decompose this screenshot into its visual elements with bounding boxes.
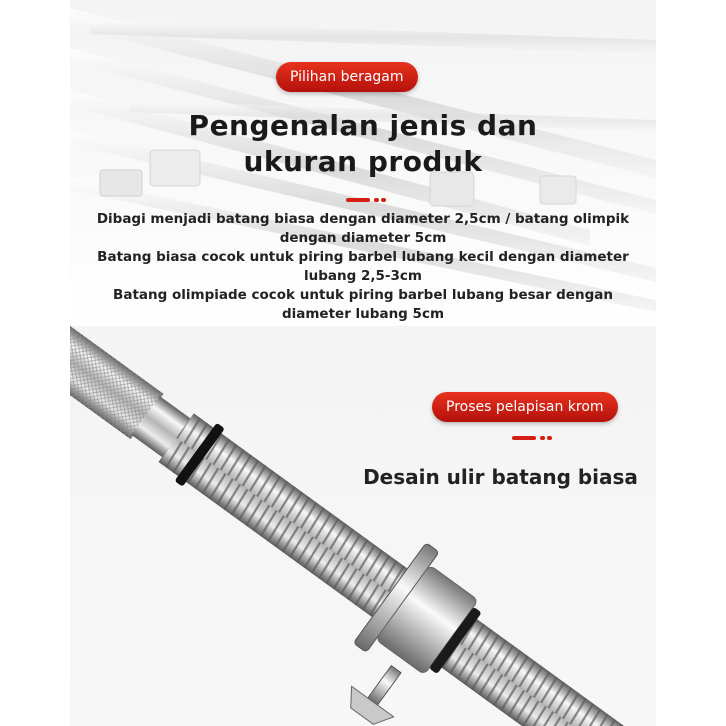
description-line-6: diameter lubang 5cm bbox=[281, 306, 445, 322]
page-title-line-1: Pengenalan jenis dan bbox=[188, 109, 538, 142]
description-line-5: Batang olimpiade cocok untuk piring barbel lubang besar dengan bbox=[113, 287, 613, 303]
chrome-plating-badge: Proses pelapisan krom bbox=[432, 392, 618, 422]
red-dash-divider-icon bbox=[346, 198, 386, 202]
page-title-line-2: ukuran produk bbox=[243, 145, 483, 178]
red-dash-divider-icon-2 bbox=[512, 436, 552, 440]
description-line-3: Batang biasa cocok untuk piring barbel lubang kecil dengan diameter bbox=[97, 249, 629, 265]
threaded-bar-panel bbox=[70, 326, 656, 726]
description-line-1: Dibagi menjadi batang biasa dengan diameter 2,5cm / batang olimpik bbox=[96, 211, 630, 227]
description-line-4: lubang 2,5-3cm bbox=[304, 268, 422, 284]
variety-badge: Pilihan beragam bbox=[276, 62, 418, 92]
section-two-title: Desain ulir batang biasa bbox=[363, 465, 638, 489]
threaded-barbell-illustration bbox=[70, 326, 656, 726]
description-line-2: dengan diameter 5cm bbox=[279, 230, 447, 246]
